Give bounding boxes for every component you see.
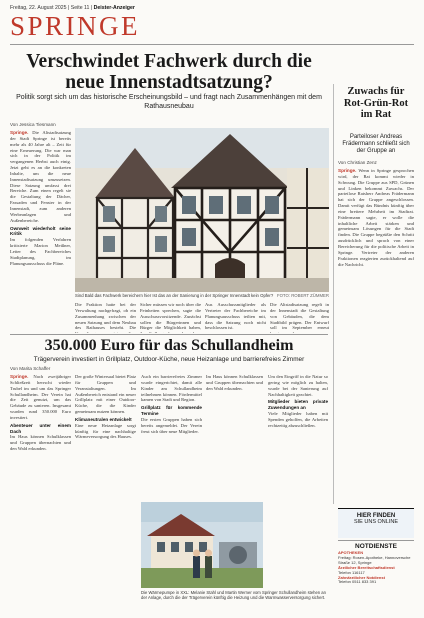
dateline: Freitag, 22. August 2025 | Seite 11 | Deister-Anzeiger bbox=[10, 5, 135, 11]
second-subheading-3: Grillplatz für kommende Termine bbox=[141, 405, 202, 417]
photo-credit: FOTO: ROBERT ZÜMMER bbox=[276, 293, 329, 298]
second-subheading-1: Abenteuer unter einem Dach bbox=[10, 422, 71, 434]
masthead-divider bbox=[10, 44, 414, 45]
lead-photo-caption: Sind Bald das Fachwerk bereichern hier Ist das an der Sanierung in der Springer Innenstadt kein Opfer? FOTO: ROBERT ZÜMMER bbox=[75, 293, 329, 298]
aerzte-text: Telefon 116117 bbox=[338, 569, 365, 575]
apotheken-label: APOTHEKEN bbox=[338, 550, 364, 555]
aerzte-label: Ärztlicher Bereitschaftsdienst bbox=[338, 564, 395, 570]
heat-pump-photo bbox=[141, 502, 263, 588]
side-subhead: Parteiloser Andreas Frädermann schließt sich der Gruppe an bbox=[342, 134, 410, 154]
second-subhead: Trägerverein investiert in Grillplatz, Outdoor-Küche, neue Heizanlage und barrierefreies Zimmer bbox=[33, 356, 305, 363]
lead-column-5: Die Altstadtsatzung regelt in der Innenstadt die Gestaltung von Gebäuden, die dem Stadtbild prägen. Der Entwurf soll im September erneut bbox=[270, 302, 329, 331]
lead-kicker: Springe. bbox=[10, 130, 29, 135]
schullandheim-caption: Die Wärmepumpe in XXL: Melanie Stahl und Martin Werner vom Springer Schullandheim stehen an der Anlage, durch die der Trägerverein künftig die Heizung und die Warmwasserversorgung sichert. bbox=[141, 590, 326, 600]
online-info-box[interactable] bbox=[338, 508, 414, 538]
side-byline: Von Christian Zenz bbox=[338, 160, 377, 165]
second-column-4: Im Haus können Schulklassen und Gruppen übernachten und den Wald erkunden. bbox=[206, 374, 263, 391]
zahnarzt-text: Telefon 0511 833 391 bbox=[338, 579, 377, 585]
zahnarzt-label: Zahnärztlicher Notdienst bbox=[338, 574, 385, 580]
side-column: Springe. Wenn in Springe gesprochen wird, der Rat kommt wieder in Schwung. Die Gruppe aus SPD, Grünen und Linken bekommt Zuwachs. Der parteilose Ratsherr Andreas Frädermann hat sich der Gruppe angeschlossen. Damit verfügt das Bündnis künftig über eine breitere Mehrheit im Stadtrat. Frädermann sagte, er wolle die inhaltliche Arbeit stärken und gemeinsam Lösungen für die Stadt finden. Die Gruppe begrüßte den Schritt ausdrücklich und sprach von einer Bereicherung für die politische Arbeit in Springe. Vertreter der anderen Fraktionen reagierten zurückhaltend auf die Nachricht. bbox=[338, 168, 414, 267]
second-byline: Von Marita Schaffer bbox=[10, 366, 51, 371]
sidebar-divider bbox=[333, 84, 334, 504]
half-timbered-house-photo bbox=[75, 128, 329, 292]
online-line-2: SIE UNS ONLINE bbox=[353, 519, 398, 525]
lead-photo bbox=[75, 128, 329, 292]
lead-column-2: Die Fraktion hatte bei der Verwaltung nachgefragt, ob ein Zusammenhang zwischen der neuen Satzung und dem Neubau des Rathauses besteht. Die bbox=[75, 302, 136, 331]
paper-name: Deister-Anzeiger bbox=[93, 5, 135, 11]
second-column-3: Auch ein barrierefreies Zimmer wurde eingerichtet, damit alle Kinder am Schullandheim teilnehmen können. Fördermittel kamen von Stadt und Region. Grillplatz für kommende Termine Die ersten Gruppen haben sich bereits angemeldet. Der Verein freut sich über neue Mitglieder. bbox=[141, 374, 202, 434]
second-subheading-2: Klimaneutralen entwickelt bbox=[75, 416, 132, 422]
schullandheim-photo bbox=[141, 502, 263, 588]
second-subheading-4: Mitglieder bieten private Zuwendungen an bbox=[268, 399, 328, 411]
second-headline: 350.000 Euro für das Schullandheim bbox=[44, 337, 294, 354]
side-headline: Zuwachs für Rot-Grün-Rot im Rat bbox=[343, 86, 409, 120]
second-column-2: Der große Wintersaal bietet Platz für Gruppen und Veranstaltungen. Im Außenbereich entstand ein neuer Grillplatz mit einer Outdoor-Küche, die die Kinder gemeinsam nutzen können. Klimaneutralen entwickelt Eine neue Heizanlage sorgt künftig für eine nachhaltige Wärmeversorgung des Hauses. bbox=[75, 374, 136, 440]
section-divider bbox=[10, 334, 328, 335]
notdienste-list bbox=[338, 551, 414, 585]
lead-subheading-1: Ownweit wiederholt seine Kritik bbox=[10, 225, 71, 237]
lead-column-3: Sicher müssen wir noch über die Feinheiten sprechen, sagte die Ausschussvorsitzende. Zunächst sollen die Bürgerinnen und Bürger die Möglichkeit haben, bbox=[140, 302, 201, 331]
lead-headline: Verschwindet Fachwerk durch die neue Innenstadtsatzung? bbox=[26, 51, 312, 93]
lead-byline: Von Jessica Tiesmann bbox=[10, 122, 56, 127]
apotheken-text: Freitag: Rosen-Apotheke, Hannoversche Straße 12, Springe bbox=[338, 554, 411, 565]
lead-subhead: Politik sorgt sich um das historische Erscheinungsbild – und fragt nach Zusammenhängen mit dem Rathausneubau bbox=[16, 94, 322, 110]
second-column-1: Springe. Nach zweijähriger Schließzeit herrscht wieder Trubel im und um das Springer Schullandheim. Der Verein hat die Zeit genutzt, um das Gebäude zu sanieren. Insgesamt wurden rund 350.000 Euro investiert. Abenteuer unter einem Dach Im Haus können Schulklassen und Gruppen übernachten und den Wald erkunden. bbox=[10, 374, 71, 452]
online-line-1: HIER FINDEN bbox=[356, 513, 396, 519]
section-title: SPRINGE bbox=[10, 11, 141, 41]
lead-column-4: Aus Ausschussmitglieder als Vertreter der Fachbereiche im Planungsausschuss teilten mit, dass die Satzung noch nicht beschlossen ist. bbox=[205, 302, 266, 331]
lead-column-1: Springe. Die Altstadtsatzung der Stadt Springe ist bereits mehr als 40 Jahre alt – Zeit für eine Erneuerung. Die war man sich in der Politik im vergangenen Herbst auch einig. Jetzt geht es an die konkreten Inhalte, um die neue Innenstadtsatzung umzusetzen. Diese Satzung umfasst drei Bereiche. Zum einen regelt sie die Gestaltung der Dächer, Fassaden und Fenster in der Innenstadt, zum anderen Werbeanlagen und Außenbereiche. Ownweit wiederholt seine Kritik Im folgenden Verfahren kritisierte Marion Meißner, Leiter des Fachbereiches Stadtplanung, im Planungsausschuss die Pläne. bbox=[10, 130, 71, 266]
notdienste-heading: NOTDIENSTE bbox=[338, 540, 414, 550]
second-column-5: Um den Eingriff in die Natur so gering wie möglich zu halten, wurde bei der Sanierung auf Nachhaltigkeit geachtet. Mitglieder bieten private Zuwendungen an Viele Mitglieder haben mit Spenden geholfen, die Arbeiten rechtzeitig abzuschließen. bbox=[268, 374, 328, 428]
